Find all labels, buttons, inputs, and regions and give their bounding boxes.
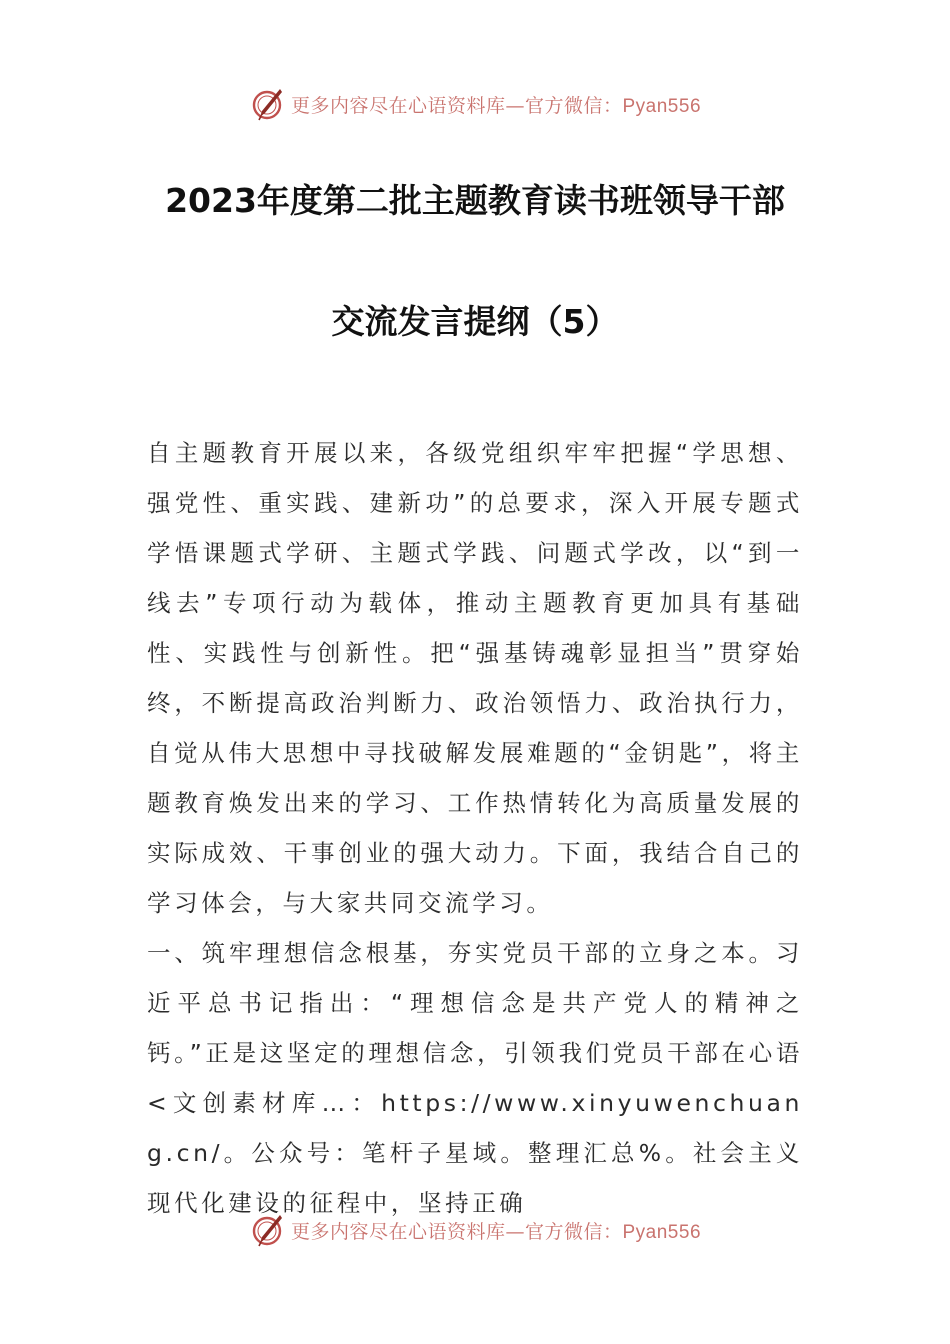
document-body bbox=[147, 428, 803, 1228]
paragraph-intro: 自主题教育开展以来，各级党组织牢牢把握“学思想、强党性、重实践、建新功”的总要求，深入开展专题式学悟课题式学研、主题式学践、问题式学改，以“到一线去”专项行动为载体，推动主题教育更加具有基础性、实践性与创新性。把“强基铸魂彰显担当”贯穿始终，不断提高政治判断力、政治领悟力、政治执行力，自觉从伟大思想中寻找破解发展难题的“金钥匙”，将主题教育焕发出来的学习、工作热情转化为高质量发展的实际成效、干事创业的强大动力。下面，我结合自己的学习体会，与大家共同交流学习。 bbox=[147, 439, 803, 917]
header-watermark bbox=[0, 84, 950, 124]
footer-watermark bbox=[0, 1210, 950, 1250]
document-title-line-1: 2023年度第二批主题教育读书班领导干部 bbox=[165, 181, 785, 220]
document-title-line-2: 交流发言提纲（5） bbox=[331, 302, 619, 341]
watermark-text: 更多内容尽在心语资料库—官方微信：Pyan556 bbox=[290, 1220, 702, 1243]
watermark-text: 更多内容尽在心语资料库—官方微信：Pyan556 bbox=[290, 94, 702, 117]
quill-pen-seal-icon bbox=[249, 86, 285, 122]
quill-pen-seal-icon bbox=[249, 1212, 285, 1248]
paragraph-section-1: 一、筑牢理想信念根基，夯实党员干部的立身之本。习近平总书记指出：“理想信念是共产党人的精神之钙。”正是这坚定的理想信念，引领我们党员干部在心语<文创素材库…：https://www.xinyuwenchuang.cn/。公众号：笔杆子星域。整理汇总%。社会主义现代化建设的征程中，坚持正确 bbox=[147, 939, 803, 1217]
